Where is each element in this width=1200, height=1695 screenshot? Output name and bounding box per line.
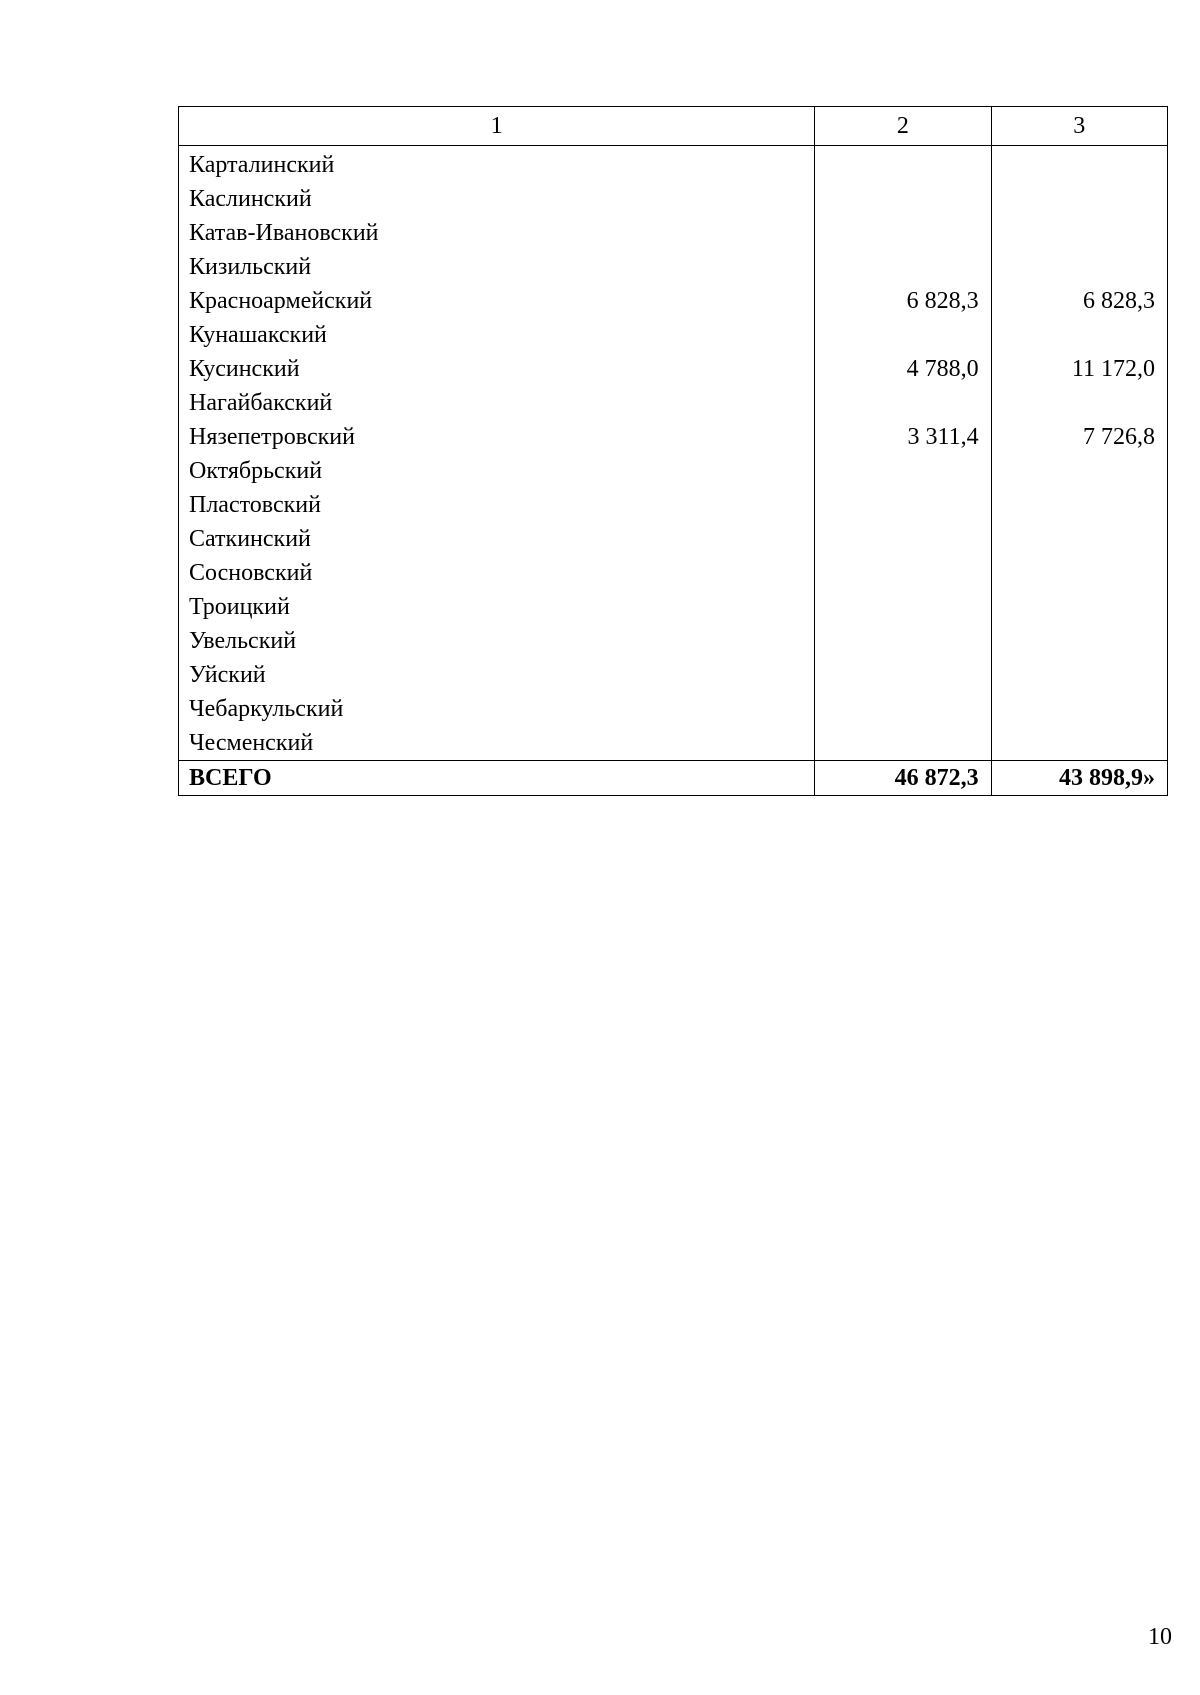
total-label: ВСЕГО bbox=[179, 761, 815, 796]
value-col3 bbox=[991, 556, 1167, 590]
table-row bbox=[179, 318, 1168, 352]
column-header-1: 1 bbox=[179, 107, 815, 146]
value-col3 bbox=[991, 454, 1167, 488]
district-name: Саткинский bbox=[179, 522, 815, 556]
district-name: Каслинский bbox=[179, 182, 815, 216]
district-name: Чебаркульский bbox=[179, 692, 815, 726]
value-col3 bbox=[991, 386, 1167, 420]
district-name: Пластовский bbox=[179, 488, 815, 522]
district-name: Сосновский bbox=[179, 556, 815, 590]
value-col3: 6 828,3 bbox=[991, 284, 1167, 318]
table-row bbox=[179, 146, 1168, 183]
district-name: Катав-Ивановский bbox=[179, 216, 815, 250]
district-name: Троицкий bbox=[179, 590, 815, 624]
value-col2 bbox=[815, 556, 991, 590]
total-row bbox=[179, 761, 1168, 796]
value-col2: 3 311,4 bbox=[815, 420, 991, 454]
column-header-2: 2 bbox=[815, 107, 991, 146]
column-header-3: 3 bbox=[991, 107, 1167, 146]
value-col2 bbox=[815, 692, 991, 726]
total-col2: 46 872,3 bbox=[815, 761, 991, 796]
value-col3 bbox=[991, 318, 1167, 352]
table-row bbox=[179, 522, 1168, 556]
table-row bbox=[179, 692, 1168, 726]
value-col2 bbox=[815, 454, 991, 488]
value-col2 bbox=[815, 386, 991, 420]
table-row bbox=[179, 454, 1168, 488]
page-number: 10 bbox=[1148, 1624, 1172, 1650]
district-name: Уйский bbox=[179, 658, 815, 692]
value-col3 bbox=[991, 658, 1167, 692]
district-name: Октябрьский bbox=[179, 454, 815, 488]
table-row bbox=[179, 658, 1168, 692]
table-row bbox=[179, 624, 1168, 658]
value-col3 bbox=[991, 522, 1167, 556]
table-body bbox=[179, 146, 1168, 761]
value-col2 bbox=[815, 590, 991, 624]
table-row bbox=[179, 420, 1168, 454]
table-row bbox=[179, 556, 1168, 590]
header-row bbox=[179, 107, 1168, 146]
table-row bbox=[179, 726, 1168, 761]
value-col2 bbox=[815, 522, 991, 556]
district-name: Карталинский bbox=[179, 146, 815, 183]
district-name: Увельский bbox=[179, 624, 815, 658]
value-col3 bbox=[991, 216, 1167, 250]
value-col3: 7 726,8 bbox=[991, 420, 1167, 454]
district-name: Красноармейский bbox=[179, 284, 815, 318]
value-col2 bbox=[815, 216, 991, 250]
value-col2 bbox=[815, 146, 991, 183]
table-row bbox=[179, 250, 1168, 284]
value-col2: 4 788,0 bbox=[815, 352, 991, 386]
district-name: Кусинский bbox=[179, 352, 815, 386]
value-col3 bbox=[991, 250, 1167, 284]
table-row bbox=[179, 488, 1168, 522]
table-row bbox=[179, 216, 1168, 250]
value-col3 bbox=[991, 726, 1167, 761]
district-table bbox=[178, 106, 1168, 796]
table-row bbox=[179, 386, 1168, 420]
value-col2 bbox=[815, 182, 991, 216]
value-col2 bbox=[815, 726, 991, 761]
total-col3: 43 898,9» bbox=[991, 761, 1167, 796]
value-col2 bbox=[815, 658, 991, 692]
table-row bbox=[179, 284, 1168, 318]
value-col3: 11 172,0 bbox=[991, 352, 1167, 386]
district-name: Кунашакский bbox=[179, 318, 815, 352]
district-name: Нязепетровский bbox=[179, 420, 815, 454]
value-col3 bbox=[991, 146, 1167, 183]
value-col2 bbox=[815, 250, 991, 284]
table-row bbox=[179, 590, 1168, 624]
value-col3 bbox=[991, 182, 1167, 216]
district-name: Нагайбакский bbox=[179, 386, 815, 420]
district-name: Чесменский bbox=[179, 726, 815, 761]
value-col2 bbox=[815, 488, 991, 522]
value-col3 bbox=[991, 624, 1167, 658]
value-col3 bbox=[991, 488, 1167, 522]
value-col2 bbox=[815, 624, 991, 658]
value-col3 bbox=[991, 692, 1167, 726]
table-row bbox=[179, 182, 1168, 216]
district-name: Кизильский bbox=[179, 250, 815, 284]
table-row bbox=[179, 352, 1168, 386]
value-col2 bbox=[815, 318, 991, 352]
value-col3 bbox=[991, 590, 1167, 624]
value-col2: 6 828,3 bbox=[815, 284, 991, 318]
